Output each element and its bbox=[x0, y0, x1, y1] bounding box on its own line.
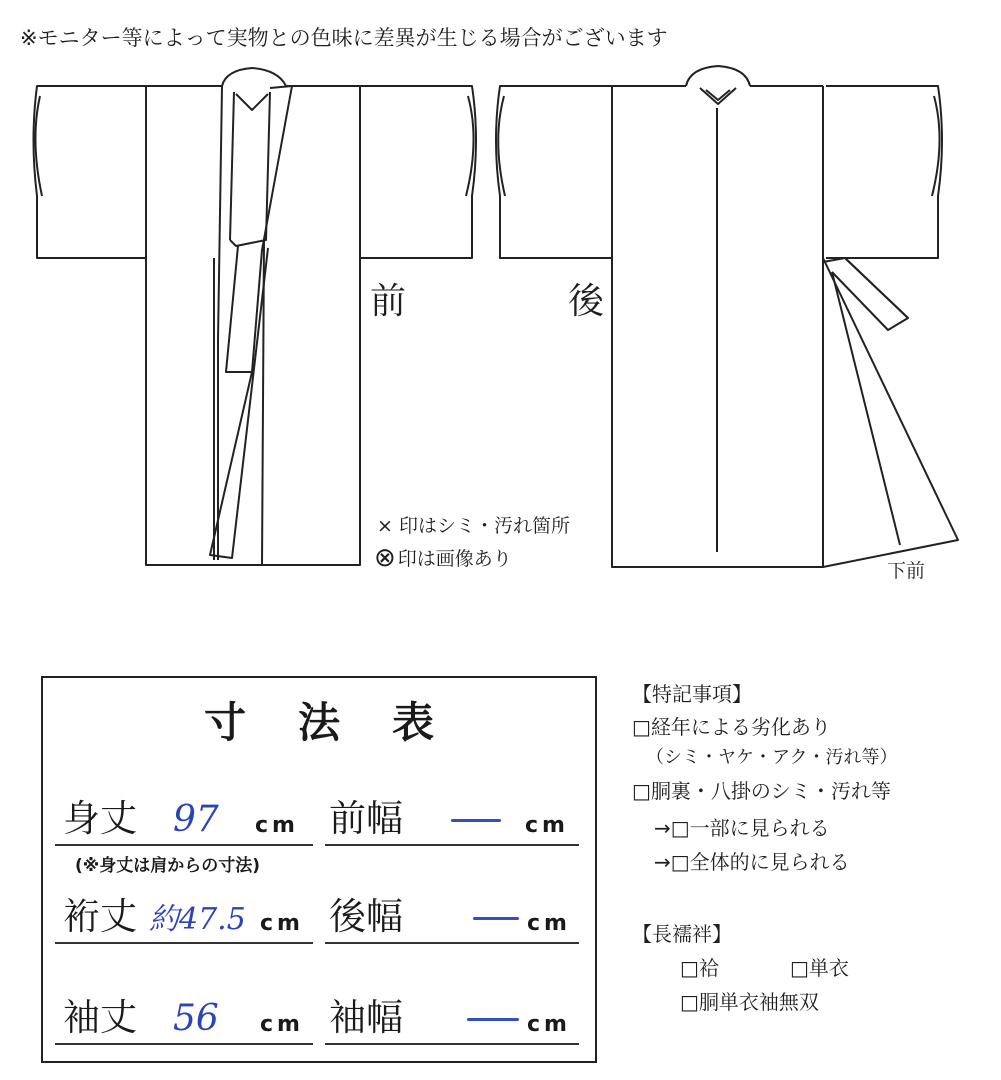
front-label: 前 bbox=[370, 281, 407, 322]
row-dash bbox=[451, 819, 501, 822]
row-label: 袖幅 bbox=[329, 996, 403, 1039]
row-unit: cm bbox=[260, 1012, 304, 1037]
image-legend bbox=[374, 544, 512, 571]
shinjo-note: (※身丈は肩からの寸法) bbox=[75, 856, 261, 876]
note-aging: □経年による劣化あり bbox=[632, 715, 831, 739]
stain-legend: × 印はシミ・汚れ箇所 bbox=[377, 515, 570, 537]
size-row-left bbox=[55, 796, 313, 846]
row-dash bbox=[473, 917, 519, 920]
row-unit: cm bbox=[527, 1012, 571, 1037]
size-row-right bbox=[325, 894, 579, 944]
color-notice: ※モニター等によって実物との色味に差異が生じる場合がございます bbox=[20, 26, 668, 50]
size-row-left bbox=[55, 894, 313, 944]
kimono-back-outline bbox=[496, 66, 958, 567]
size-table-title: 寸法表 bbox=[203, 698, 486, 747]
special-notes-heading: 【特記事項】 bbox=[632, 682, 752, 706]
note-overall: →□全体的に見られる bbox=[654, 850, 850, 874]
size-row-right bbox=[325, 995, 579, 1045]
row-label: 裄丈 bbox=[63, 895, 137, 938]
kimono-front-outline bbox=[34, 68, 477, 565]
row-unit: cm bbox=[525, 813, 569, 838]
option-awase: □袷 bbox=[680, 956, 719, 980]
row-value: 56 bbox=[173, 998, 219, 1039]
row-label: 後幅 bbox=[329, 895, 403, 938]
row-value: 約47.5 bbox=[149, 902, 246, 937]
circle-x-icon: ⊗ bbox=[374, 542, 396, 573]
nagajuban-heading: 【長襦袢】 bbox=[632, 922, 732, 946]
row-unit: cm bbox=[255, 813, 299, 838]
note-lining-stains: □胴裏・八掛のシミ・汚れ等 bbox=[632, 779, 891, 803]
row-label: 袖丈 bbox=[63, 996, 137, 1039]
row-unit: cm bbox=[527, 911, 571, 936]
option-hitoe: □単衣 bbox=[790, 956, 849, 980]
note-partial: →□一部に見られる bbox=[654, 816, 830, 840]
row-unit: cm bbox=[260, 911, 304, 936]
note-aging-detail: （シミ・ヤケ・アク・汚れ等） bbox=[646, 747, 898, 768]
option-dou-hitoe: □胴単衣袖無双 bbox=[680, 990, 819, 1014]
row-label: 身丈 bbox=[63, 797, 137, 840]
back-label: 後 bbox=[568, 281, 605, 322]
shitamae-label: 下前 bbox=[887, 560, 926, 582]
row-label: 前幅 bbox=[329, 797, 403, 840]
size-table bbox=[41, 676, 597, 1063]
image-legend-text: 印は画像あり bbox=[397, 548, 512, 570]
row-value: 97 bbox=[173, 799, 219, 840]
size-row-right bbox=[325, 796, 579, 846]
size-row-left bbox=[55, 995, 313, 1045]
row-dash bbox=[467, 1018, 519, 1021]
